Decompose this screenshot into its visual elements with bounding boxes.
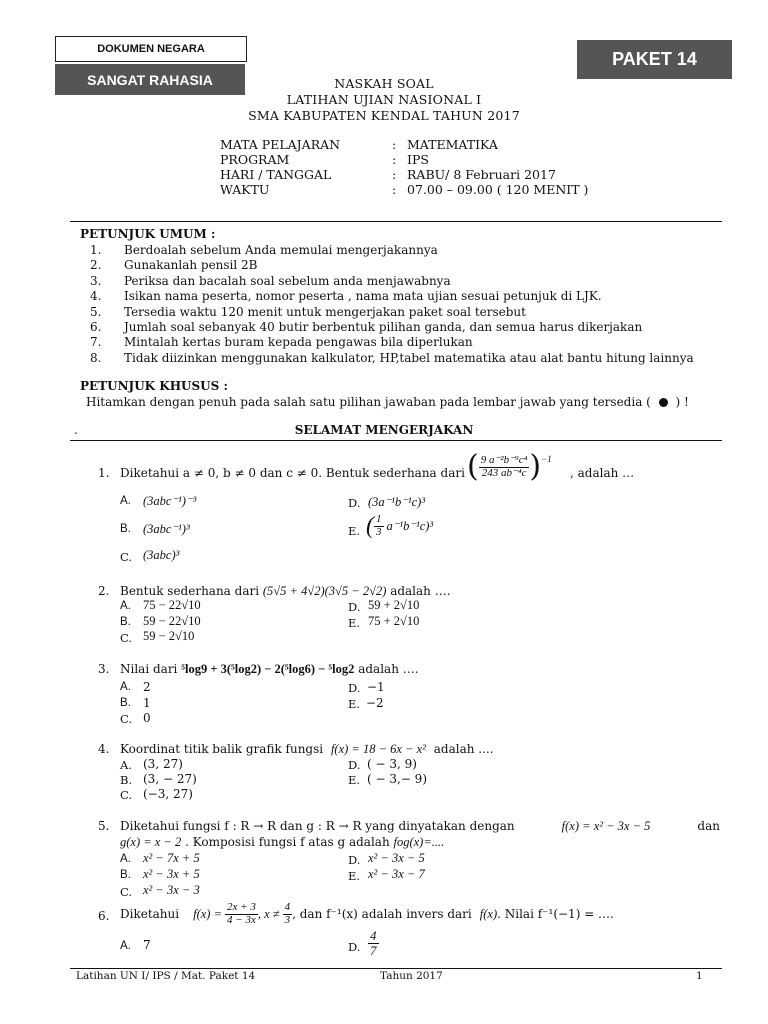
option-value: x² − 3x + 5 bbox=[143, 867, 200, 881]
option-label: E. bbox=[348, 524, 361, 538]
question-stem bbox=[120, 584, 451, 599]
option-label: C. bbox=[120, 550, 133, 564]
option-value: ( − 3,− 9) bbox=[367, 772, 427, 786]
option-value: x² − 3x − 5 bbox=[368, 851, 425, 865]
question-stem bbox=[120, 742, 494, 757]
fraction bbox=[283, 902, 293, 926]
item-number: 8. bbox=[90, 350, 102, 365]
option-value: (3abc)³ bbox=[143, 548, 180, 562]
item-number: 6. bbox=[90, 319, 102, 334]
option-label: D. bbox=[348, 940, 361, 954]
denominator: 243 ab⁻⁴c bbox=[481, 466, 527, 479]
option-value: (3, − 27) bbox=[143, 772, 197, 786]
item-number: 5. bbox=[90, 304, 102, 319]
doc-subtitle: LATIHAN UJIAN NASIONAL I bbox=[286, 92, 482, 107]
denominator: 3 bbox=[376, 525, 382, 538]
denominator: 3 bbox=[284, 913, 291, 926]
paren-left-icon: ( bbox=[366, 513, 374, 540]
stem-text: Diketahui bbox=[120, 907, 180, 921]
stem-text: Nilai dari bbox=[120, 662, 178, 676]
divider bbox=[70, 440, 722, 441]
stray-dot: . bbox=[74, 423, 78, 437]
question-expression: ⁵log9 + 3(⁵log2) − 2(⁵log6) − ⁵log2 bbox=[181, 662, 355, 676]
option-label: D. bbox=[348, 758, 361, 772]
secrecy-label: SANGAT RAHASIA bbox=[55, 64, 245, 95]
option-label: A. bbox=[120, 853, 131, 865]
option-expression: a⁻¹b⁻¹c)³ bbox=[386, 519, 434, 534]
doc-school: SMA KABUPATEN KENDAL TAHUN 2017 bbox=[248, 108, 520, 123]
option-value: (−3, 27) bbox=[143, 787, 193, 801]
good-luck-heading: SELAMAT MENGERJAKAN bbox=[294, 423, 474, 437]
question-stem: Diketahui a ≠ 0, b ≠ 0 dan c ≠ 0. Bentuk sederhana dari bbox=[120, 466, 465, 480]
doc-title: NASKAH SOAL bbox=[334, 76, 434, 91]
item-number: 3. bbox=[90, 273, 102, 288]
info-row bbox=[220, 137, 588, 152]
option-value: (3abc⁻¹)⁻³ bbox=[143, 494, 197, 508]
paket-badge: PAKET 14 bbox=[577, 40, 732, 79]
condition: , x ≠ bbox=[257, 906, 280, 921]
question-tail: adalah …. bbox=[390, 584, 451, 598]
option-label: D. bbox=[348, 496, 361, 510]
option-label: E. bbox=[348, 773, 361, 787]
option-label: C. bbox=[120, 885, 133, 899]
special-instruction bbox=[86, 395, 689, 409]
list-item bbox=[90, 320, 730, 335]
stem-text: Koordinat titik balik grafik fungsi bbox=[120, 742, 324, 756]
numerator: 4 bbox=[284, 900, 291, 913]
instruction-text: Hitamkan dengan penuh pada salah satu pilihan jawaban pada lembar jawab yang tersedia ( bbox=[86, 395, 651, 409]
stem-text: . Komposisi fungsi f atas g adalah bbox=[185, 835, 390, 849]
denominator: 7 bbox=[370, 942, 377, 958]
info-row bbox=[220, 152, 588, 167]
list-item bbox=[90, 351, 730, 366]
section-heading: PETUNJUK UMUM : bbox=[80, 227, 216, 241]
numerator: 2x + 3 bbox=[227, 900, 256, 913]
question-number: 2. bbox=[98, 584, 110, 598]
option-label: C. bbox=[120, 712, 133, 726]
denominator: 4 − 3x bbox=[227, 913, 256, 926]
list-item bbox=[90, 335, 730, 350]
option-value bbox=[366, 514, 433, 538]
option-value: 59 + 2√10 bbox=[368, 598, 420, 612]
info-value: 07.00 – 09.00 ( 120 MENIT ) bbox=[407, 182, 589, 197]
info-label: MATA PELAJARAN bbox=[220, 137, 341, 152]
question-number: 3. bbox=[98, 662, 110, 676]
option-value: 2 bbox=[143, 680, 151, 694]
option-label: A. bbox=[120, 940, 131, 952]
list-item bbox=[90, 305, 730, 320]
option-value: 1 bbox=[143, 696, 151, 710]
stem-text: Diketahui fungsi f : R → R dan g : R → R yang dinyatakan dengan bbox=[120, 819, 515, 833]
option-label: B. bbox=[120, 697, 131, 709]
info-value: IPS bbox=[407, 152, 429, 167]
question-tail: adalah .... bbox=[433, 742, 494, 756]
fraction bbox=[374, 514, 384, 538]
list-item bbox=[90, 258, 730, 273]
option-value: 59 − 2√10 bbox=[143, 629, 195, 643]
option-label: B. bbox=[120, 773, 133, 787]
question-stem-line2 bbox=[120, 835, 444, 850]
option-label: D. bbox=[348, 600, 361, 614]
classification-label: DOKUMEN NEGARA bbox=[55, 36, 247, 62]
info-value: MATEMATIKA bbox=[407, 137, 498, 152]
stem-text: , dan f⁻¹(x) adalah invers dari bbox=[292, 907, 472, 921]
option-label: E. bbox=[348, 616, 361, 630]
paren-left-icon: ( bbox=[467, 449, 479, 484]
fraction bbox=[225, 902, 258, 926]
option-label: E. bbox=[348, 869, 361, 883]
option-value: (3, 27) bbox=[143, 757, 183, 771]
info-label: HARI / TANGGAL bbox=[220, 167, 332, 182]
item-number: 2. bbox=[90, 258, 102, 273]
item-text: Gunakanlah pensil 2B bbox=[124, 258, 258, 273]
info-value: RABU/ 8 Februari 2017 bbox=[407, 167, 556, 182]
option-label: B. bbox=[120, 616, 131, 628]
info-sep: : bbox=[392, 137, 397, 152]
option-value: x² − 3x − 7 bbox=[368, 867, 425, 881]
question-stem bbox=[120, 662, 419, 677]
instruction-list bbox=[90, 243, 730, 366]
info-label: WAKTU bbox=[220, 182, 270, 197]
option-value: 75 − 22√10 bbox=[143, 598, 201, 612]
divider bbox=[70, 968, 722, 969]
question-expression: g(x) = x − 2 bbox=[120, 835, 182, 849]
info-row bbox=[220, 167, 588, 182]
option-value: ( − 3, 9) bbox=[367, 757, 417, 771]
option-value: 59 − 22√10 bbox=[143, 614, 201, 628]
fraction bbox=[368, 929, 379, 957]
item-number: 1. bbox=[90, 243, 102, 257]
option-value: −2 bbox=[366, 696, 384, 710]
footer-year: Tahun 2017 bbox=[380, 970, 443, 982]
question-stem bbox=[120, 898, 614, 930]
item-number: 4. bbox=[90, 289, 102, 304]
item-number: 7. bbox=[90, 335, 102, 350]
function-label: f(x) bbox=[479, 906, 498, 921]
option-value: 0 bbox=[143, 711, 151, 725]
info-label: PROGRAM bbox=[220, 152, 290, 167]
list-item bbox=[90, 243, 730, 258]
item-text: Periksa dan bacalah soal sebelum anda menjawabnya bbox=[124, 273, 451, 288]
filled-circle-icon bbox=[659, 398, 668, 407]
question-expression: f(x) = x² − 3x − 5 bbox=[561, 819, 651, 833]
info-sep: : bbox=[392, 167, 397, 182]
item-text: Tersedia waktu 120 menit untuk mengerjakan paket soal tersebut bbox=[124, 304, 526, 319]
option-label: A. bbox=[120, 495, 131, 507]
item-text: Jumlah soal sebanyak 40 butir berbentuk pilihan ganda, dan semua harus dikerjakan bbox=[124, 319, 643, 334]
option-value: 7 bbox=[143, 938, 151, 952]
option-label: A. bbox=[120, 600, 131, 612]
option-value bbox=[368, 929, 379, 957]
numerator: 4 bbox=[370, 928, 377, 943]
list-item bbox=[90, 289, 730, 304]
fraction bbox=[479, 455, 530, 479]
option-label: B. bbox=[120, 523, 131, 535]
option-label: D. bbox=[348, 681, 361, 695]
question-tail: . Nilai f⁻¹(−1) = …. bbox=[497, 907, 614, 921]
footer-left: Latihan UN I/ IPS / Mat. Paket 14 bbox=[76, 970, 256, 982]
instruction-text-end: ) ! bbox=[675, 395, 689, 409]
question-number: 1. bbox=[98, 466, 110, 480]
question-number: 6. bbox=[98, 909, 110, 923]
list-item bbox=[90, 274, 730, 289]
question-expression: fog(x)=.... bbox=[393, 835, 445, 849]
option-value: (3a⁻¹b⁻¹c)³ bbox=[368, 495, 426, 509]
item-text: Tidak diizinkan menggunakan kalkulator, HP,tabel matematika atau alat bantu hitung lainnya bbox=[124, 350, 694, 365]
question-expression: (5√5 + 4√2)(3√5 − 2√2) bbox=[262, 584, 387, 598]
question-number: 4. bbox=[98, 742, 110, 756]
info-sep: : bbox=[392, 152, 397, 167]
option-label: D. bbox=[348, 853, 361, 867]
item-text: Isikan nama peserta, nomor peserta , nama mata ujian sesuai petunjuk di LJK. bbox=[124, 289, 602, 304]
option-label: E. bbox=[348, 697, 361, 711]
question-stem bbox=[120, 819, 720, 834]
paren-right-icon: ) bbox=[529, 449, 542, 484]
info-row bbox=[220, 182, 588, 197]
option-label: B. bbox=[120, 869, 131, 881]
stem-text: Bentuk sederhana dari bbox=[120, 584, 260, 598]
question-tail: , adalah … bbox=[570, 466, 635, 480]
option-value: −1 bbox=[367, 680, 385, 694]
numerator: 9 a⁻²b⁻⁹c⁴ bbox=[480, 453, 528, 466]
info-sep: : bbox=[392, 182, 397, 197]
question-number: 5. bbox=[98, 819, 110, 833]
option-value: (3abc⁻¹)³ bbox=[143, 522, 190, 536]
option-label: C. bbox=[120, 788, 133, 802]
option-value: x² − 7x + 5 bbox=[143, 851, 200, 865]
exponent: −1 bbox=[541, 454, 552, 464]
option-value: x² − 3x − 3 bbox=[143, 883, 200, 897]
option-label: A. bbox=[120, 681, 131, 693]
numerator: 1 bbox=[376, 513, 382, 525]
stem-text-end: dan bbox=[697, 819, 720, 833]
question-expression bbox=[467, 449, 552, 484]
question-expression: f(x) = 18 − 6x − x² bbox=[330, 742, 426, 756]
question-tail: adalah …. bbox=[358, 662, 419, 676]
item-text: Berdoalah sebelum Anda memulai mengerjakannya bbox=[124, 243, 438, 257]
item-text: Mintalah kertas buram kepada pengawas bila diperlukan bbox=[124, 335, 473, 350]
function-label: f(x) = bbox=[193, 906, 223, 921]
option-value: 75 + 2√10 bbox=[368, 614, 420, 628]
option-label: A. bbox=[120, 758, 132, 772]
option-label: C. bbox=[120, 631, 133, 645]
page-number: 1 bbox=[696, 970, 703, 982]
divider bbox=[70, 221, 722, 222]
section-heading: PETUNJUK KHUSUS : bbox=[80, 379, 228, 393]
info-block bbox=[220, 137, 588, 197]
